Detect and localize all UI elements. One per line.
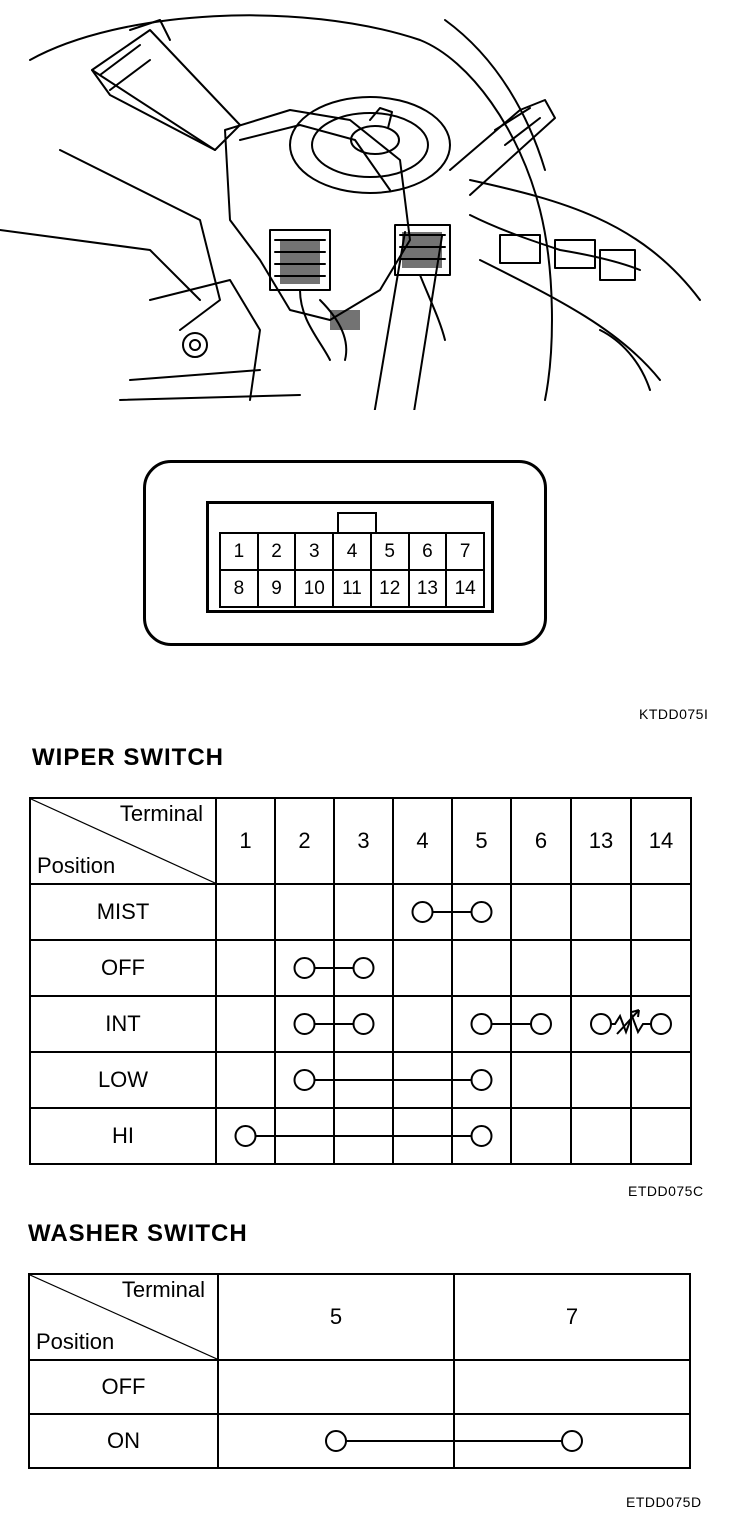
washer-header-corner (29, 1274, 218, 1360)
continuity-cell (218, 1414, 454, 1468)
connector-pin-7: 7 (447, 534, 485, 571)
continuity-cell (334, 1108, 393, 1164)
continuity-cell (454, 1360, 690, 1414)
connector-key-tab (337, 512, 377, 534)
connector-pin-6: 6 (410, 534, 448, 571)
position-label: MIST (30, 884, 216, 940)
switch-row (30, 1108, 691, 1164)
terminal-header-label: Terminal (121, 1277, 205, 1302)
switch-row (30, 1052, 691, 1108)
position-header-label: Position (36, 1329, 115, 1354)
switch-row (30, 940, 691, 996)
connector-pin-12: 12 (372, 571, 410, 608)
continuity-cell (452, 1052, 511, 1108)
continuity-cell (334, 940, 393, 996)
terminal-header-2: 2 (275, 798, 334, 884)
position-header-label: Position (37, 853, 116, 878)
connector-pin-11: 11 (334, 571, 372, 608)
continuity-cell (275, 1052, 334, 1108)
terminal-header-6: 6 (511, 798, 571, 884)
continuity-cell (216, 940, 275, 996)
continuity-cell (275, 996, 334, 1052)
continuity-cell (218, 1360, 454, 1414)
continuity-cell (631, 996, 691, 1052)
wiper-switch-table (29, 797, 692, 1165)
continuity-cell (275, 1108, 334, 1164)
continuity-cell (571, 1108, 631, 1164)
connector-pin-4: 4 (334, 534, 372, 571)
switch-row (29, 1360, 690, 1414)
continuity-cell (571, 996, 631, 1052)
connector-callout (143, 460, 547, 646)
continuity-cell (393, 884, 452, 940)
position-label: OFF (29, 1360, 218, 1414)
wiper-header-corner (30, 798, 216, 884)
continuity-cell (393, 1108, 452, 1164)
connector-pin-10: 10 (296, 571, 334, 608)
terminal-header-5: 5 (218, 1274, 454, 1360)
connector-pin-1: 1 (221, 534, 259, 571)
washer-switch-title: WASHER SWITCH (28, 1220, 248, 1247)
continuity-cell (393, 940, 452, 996)
figure-code-illustration: KTDD075I (639, 706, 709, 722)
terminal-header-label: Terminal (119, 801, 203, 826)
terminal-header-5: 5 (452, 798, 511, 884)
continuity-cell (511, 884, 571, 940)
figure-code-wiper: ETDD075C (628, 1183, 704, 1199)
connector-pin-9: 9 (259, 571, 297, 608)
continuity-cell (334, 884, 393, 940)
figure-code-washer: ETDD075D (626, 1494, 702, 1510)
connector-pin-2: 2 (259, 534, 297, 571)
continuity-cell (571, 940, 631, 996)
continuity-cell (393, 1052, 452, 1108)
connector-pin-grid (219, 532, 485, 608)
terminal-header-4: 4 (393, 798, 452, 884)
terminal-header-3: 3 (334, 798, 393, 884)
continuity-cell (334, 1052, 393, 1108)
continuity-cell (511, 940, 571, 996)
terminal-header-14: 14 (631, 798, 691, 884)
continuity-cell (216, 884, 275, 940)
continuity-cell (334, 996, 393, 1052)
wiper-switch-title: WIPER SWITCH (32, 744, 224, 771)
multifunction-switch-illustration (0, 0, 752, 410)
continuity-cell (511, 996, 571, 1052)
terminal-header-1: 1 (216, 798, 275, 884)
switch-row (30, 996, 691, 1052)
connector-pin-14: 14 (447, 571, 485, 608)
washer-switch-table (28, 1273, 691, 1469)
continuity-cell (631, 940, 691, 996)
continuity-cell (571, 1052, 631, 1108)
continuity-cell (452, 996, 511, 1052)
connector-face (206, 501, 494, 613)
position-label: INT (30, 996, 216, 1052)
connector-pin-8: 8 (221, 571, 259, 608)
connector-pin-13: 13 (410, 571, 448, 608)
position-label: ON (29, 1414, 218, 1468)
continuity-cell (216, 996, 275, 1052)
continuity-cell (275, 884, 334, 940)
continuity-cell (452, 1108, 511, 1164)
continuity-cell (452, 940, 511, 996)
continuity-cell (275, 940, 334, 996)
switch-row (29, 1414, 690, 1468)
position-label: HI (30, 1108, 216, 1164)
terminal-header-13: 13 (571, 798, 631, 884)
continuity-cell (393, 996, 452, 1052)
switch-row (30, 884, 691, 940)
continuity-cell (511, 1052, 571, 1108)
terminal-header-7: 7 (454, 1274, 690, 1360)
continuity-cell (452, 884, 511, 940)
position-label: LOW (30, 1052, 216, 1108)
continuity-cell (216, 1052, 275, 1108)
continuity-cell (631, 884, 691, 940)
continuity-cell (631, 1108, 691, 1164)
continuity-cell (631, 1052, 691, 1108)
connector-pin-5: 5 (372, 534, 410, 571)
continuity-cell (571, 884, 631, 940)
position-label: OFF (30, 940, 216, 996)
continuity-cell (454, 1414, 690, 1468)
connector-pin-3: 3 (296, 534, 334, 571)
continuity-cell (511, 1108, 571, 1164)
continuity-cell (216, 1108, 275, 1164)
